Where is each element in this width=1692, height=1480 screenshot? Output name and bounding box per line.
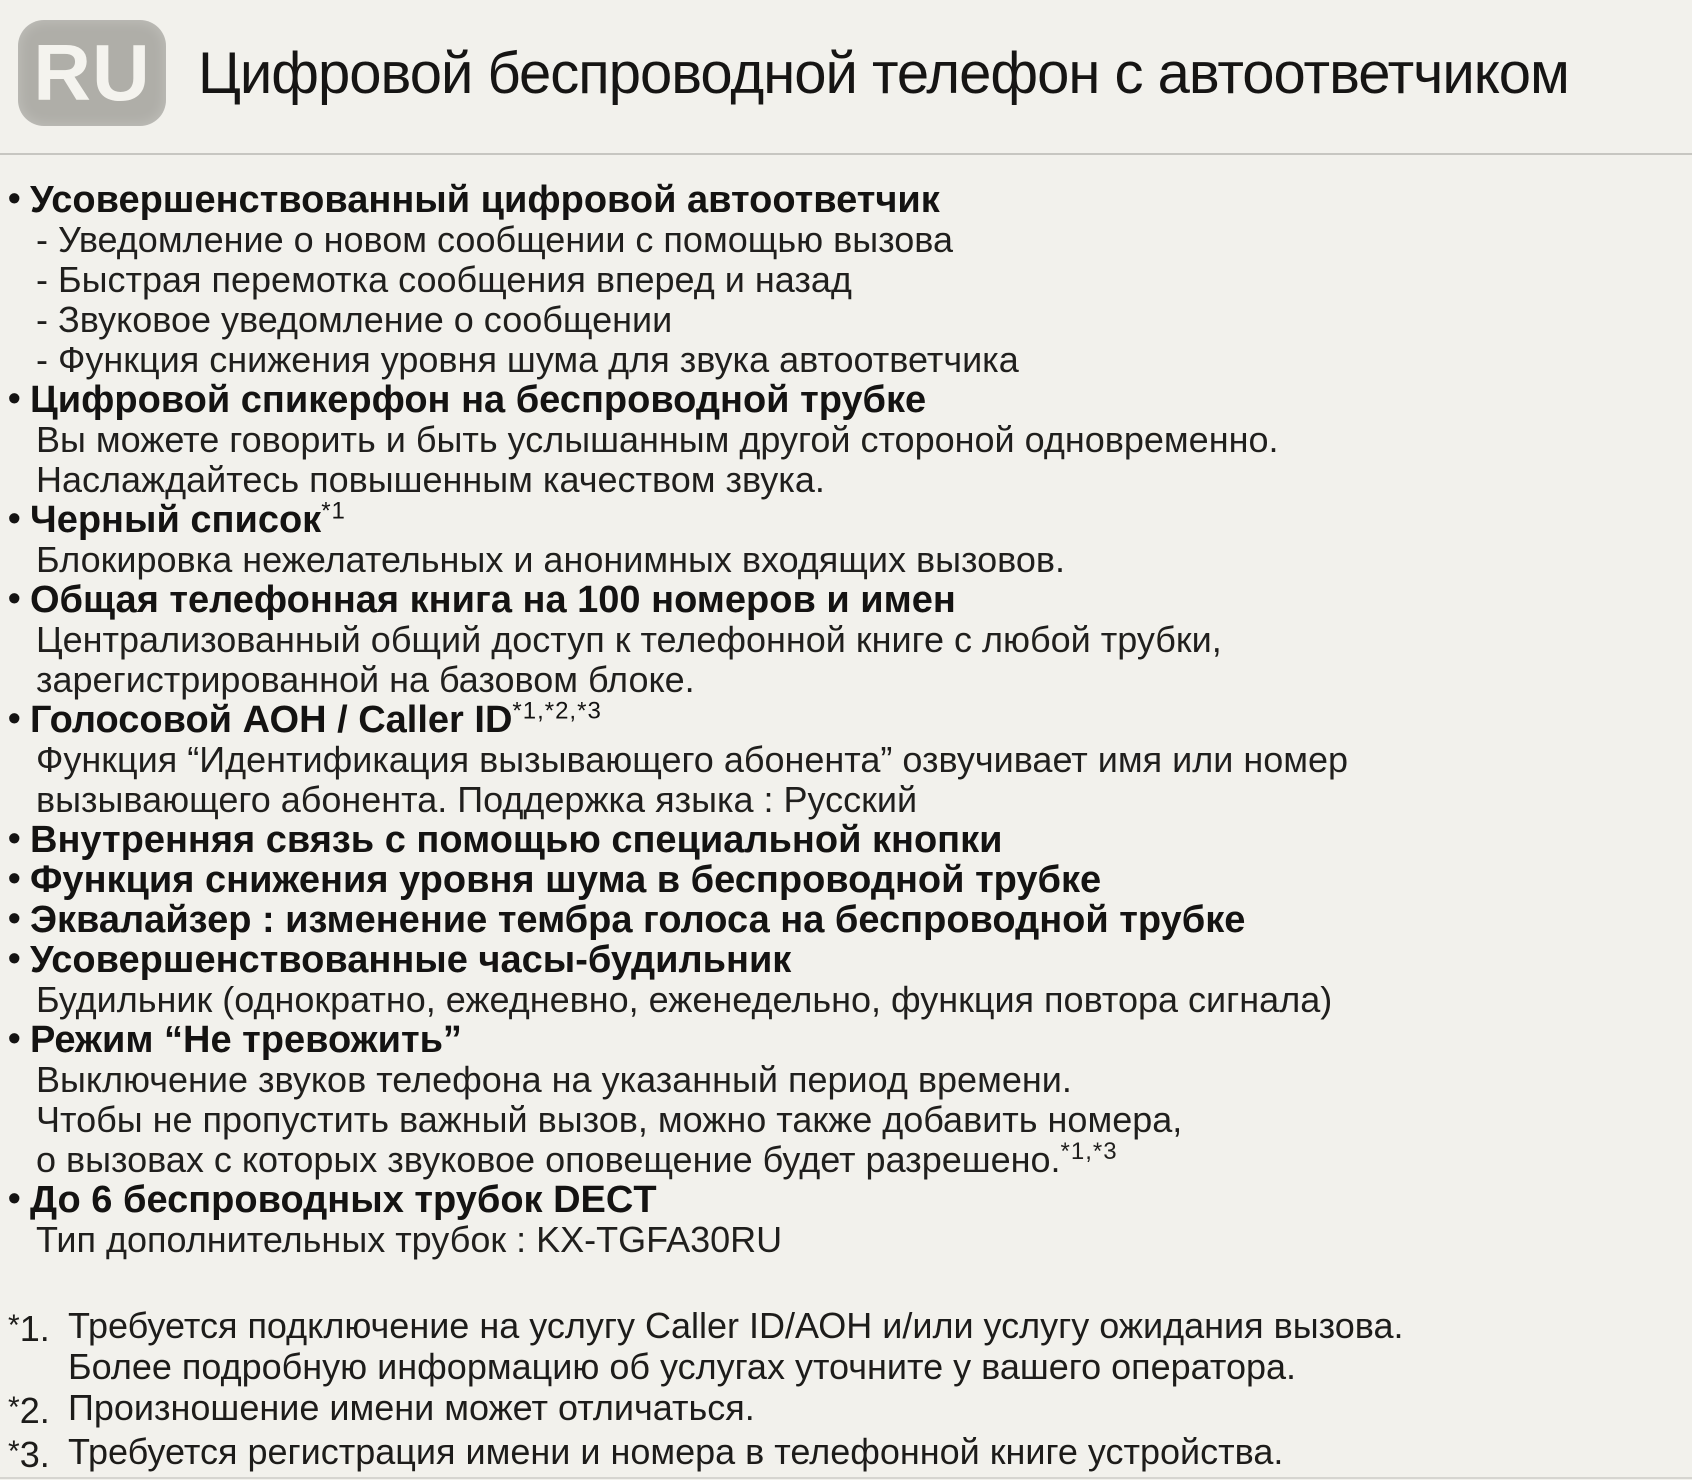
feature-description-line: Блокировка нежелательных и анонимных входящих вызовов. <box>36 539 1066 580</box>
feature-heading-text: Черный список <box>30 499 322 541</box>
bullet-icon: • <box>8 697 21 738</box>
feature-heading <box>0 577 1692 621</box>
feature-description-line: Тип дополнительных трубок : KX-TGFA30RU <box>36 1219 783 1260</box>
feature-heading-text: Внутренняя связь с помощью специальной кнопки <box>30 819 1003 861</box>
feature-description-line: Будильник (однократно, ежедневно, еженедельно, функция повтора сигнала) <box>36 979 1333 1020</box>
feature-heading-text: До 6 беспроводных трубок DECT <box>30 1179 657 1221</box>
feature-item <box>0 697 1692 820</box>
bullet-icon: • <box>8 1017 21 1058</box>
bullet-icon: • <box>8 177 21 218</box>
feature-heading <box>0 857 1692 901</box>
feature-heading <box>0 1017 1692 1061</box>
feature-list <box>0 177 1692 1260</box>
feature-heading-text: Эквалайзер : изменение тембра голоса на беспроводной трубке <box>30 899 1246 941</box>
feature-description-line: зарегистрированной на базовом блоке. <box>36 659 695 700</box>
feature-description-line: о вызовах с которых звуковое оповещение будет разрешено.$^{*1,*3}$ <box>36 1138 1118 1180</box>
feature-heading <box>0 697 1692 741</box>
bullet-icon: • <box>8 857 21 898</box>
feature-description-line: - Функция снижения уровня шума для звука автоответчика <box>36 339 1019 380</box>
bullet-icon: • <box>8 577 21 618</box>
feature-heading <box>0 897 1692 941</box>
footnote-item <box>0 1305 1692 1387</box>
footnote-body <box>68 1305 1403 1387</box>
footnote-marker: *2. <box>8 1390 50 1431</box>
footnotes <box>0 1305 1692 1475</box>
feature-heading-text: Усовершенствованные часы-будильник <box>30 939 792 981</box>
bullet-icon: • <box>8 1177 21 1218</box>
footnote-body <box>68 1387 755 1428</box>
feature-item <box>0 897 1692 941</box>
bullet-icon: • <box>8 937 21 978</box>
footnote-marker: *1. <box>8 1308 50 1349</box>
feature-heading <box>0 497 1692 541</box>
feature-item <box>0 177 1692 380</box>
feature-heading <box>0 177 1692 221</box>
feature-description-line: - Быстрая перемотка сообщения вперед и назад <box>36 259 852 300</box>
feature-description-line: Чтобы не пропустить важный вызов, можно также добавить номера, <box>36 1099 1183 1140</box>
bullet-icon: • <box>8 817 21 858</box>
feature-heading <box>0 377 1692 421</box>
footnote-ref: *1,*3 <box>1060 1138 1118 1165</box>
ru-language-badge <box>18 20 166 126</box>
asterisk-icon: * <box>8 1391 20 1424</box>
feature-heading <box>0 937 1692 981</box>
feature-heading-text: Цифровой спикерфон на беспроводной трубке <box>30 379 927 421</box>
footnote-text: Требуется подключение на услугу Caller ID/АОН и/или услугу ожидания вызова. <box>68 1305 1404 1346</box>
feature-heading-text: Функция снижения уровня шума в беспроводной трубке <box>30 859 1102 901</box>
feature-item <box>0 857 1692 901</box>
feature-heading <box>0 817 1692 861</box>
feature-item <box>0 937 1692 1020</box>
footnote-ref: *1,*2,*3 <box>512 697 602 725</box>
footnote-text: Требуется регистрация имени и номера в телефонной книге устройства. <box>68 1431 1284 1472</box>
footnote-item <box>0 1387 1692 1431</box>
feature-description-line: Вы можете говорить и быть услышанным другой стороной одновременно. <box>36 419 1279 460</box>
footnote-item <box>0 1431 1692 1475</box>
bullet-icon: • <box>8 377 21 418</box>
bottom-edge-line <box>0 1477 1692 1479</box>
feature-item <box>0 377 1692 500</box>
feature-heading <box>0 1177 1692 1221</box>
feature-item <box>0 1017 1692 1180</box>
feature-heading-text: Голосовой АОН / Caller ID <box>30 699 513 741</box>
ru-language-badge-label: RU <box>33 28 151 117</box>
footnote-body <box>68 1431 1283 1472</box>
footnote-marker: *3. <box>8 1434 50 1475</box>
page-header <box>18 20 1692 126</box>
feature-heading-text: Общая телефонная книга на 100 номеров и имен <box>30 579 956 621</box>
footnote-text: Более подробную информацию об услугах уточните у вашего оператора. <box>68 1346 1297 1387</box>
bullet-icon: • <box>8 497 21 538</box>
bullet-icon: • <box>8 897 21 938</box>
asterisk-icon: * <box>8 1309 20 1342</box>
footnote-ref: *1 <box>321 497 346 525</box>
feature-item <box>0 1177 1692 1260</box>
feature-description-line: Наслаждайтесь повышенным качеством звука. <box>36 459 825 500</box>
feature-item <box>0 577 1692 700</box>
feature-item <box>0 497 1692 580</box>
feature-description-line: - Уведомление о новом сообщении с помощью вызова <box>36 219 953 260</box>
feature-description-line: - Звуковое уведомление о сообщении <box>36 299 673 340</box>
feature-description-line: Функция “Идентификация вызывающего абонента” озвучивает имя или номер <box>36 739 1349 780</box>
feature-description-line: Централизованный общий доступ к телефонной книге с любой трубки, <box>36 619 1222 660</box>
feature-description-line: Выключение звуков телефона на указанный период времени. <box>36 1059 1072 1100</box>
header-divider <box>0 153 1692 155</box>
asterisk-icon: * <box>8 1435 20 1468</box>
feature-heading-text: Режим “Не тревожить” <box>30 1019 462 1061</box>
feature-item <box>0 817 1692 861</box>
feature-heading-text: Усовершенствованный цифровой автоответчик <box>30 179 940 221</box>
feature-description-line: вызывающего абонента. Поддержка языка : Русский <box>36 779 918 820</box>
footnote-text: Произношение имени может отличаться. <box>68 1387 755 1428</box>
page-title: Цифровой беспроводной телефон с автоответчиком <box>198 40 1569 106</box>
